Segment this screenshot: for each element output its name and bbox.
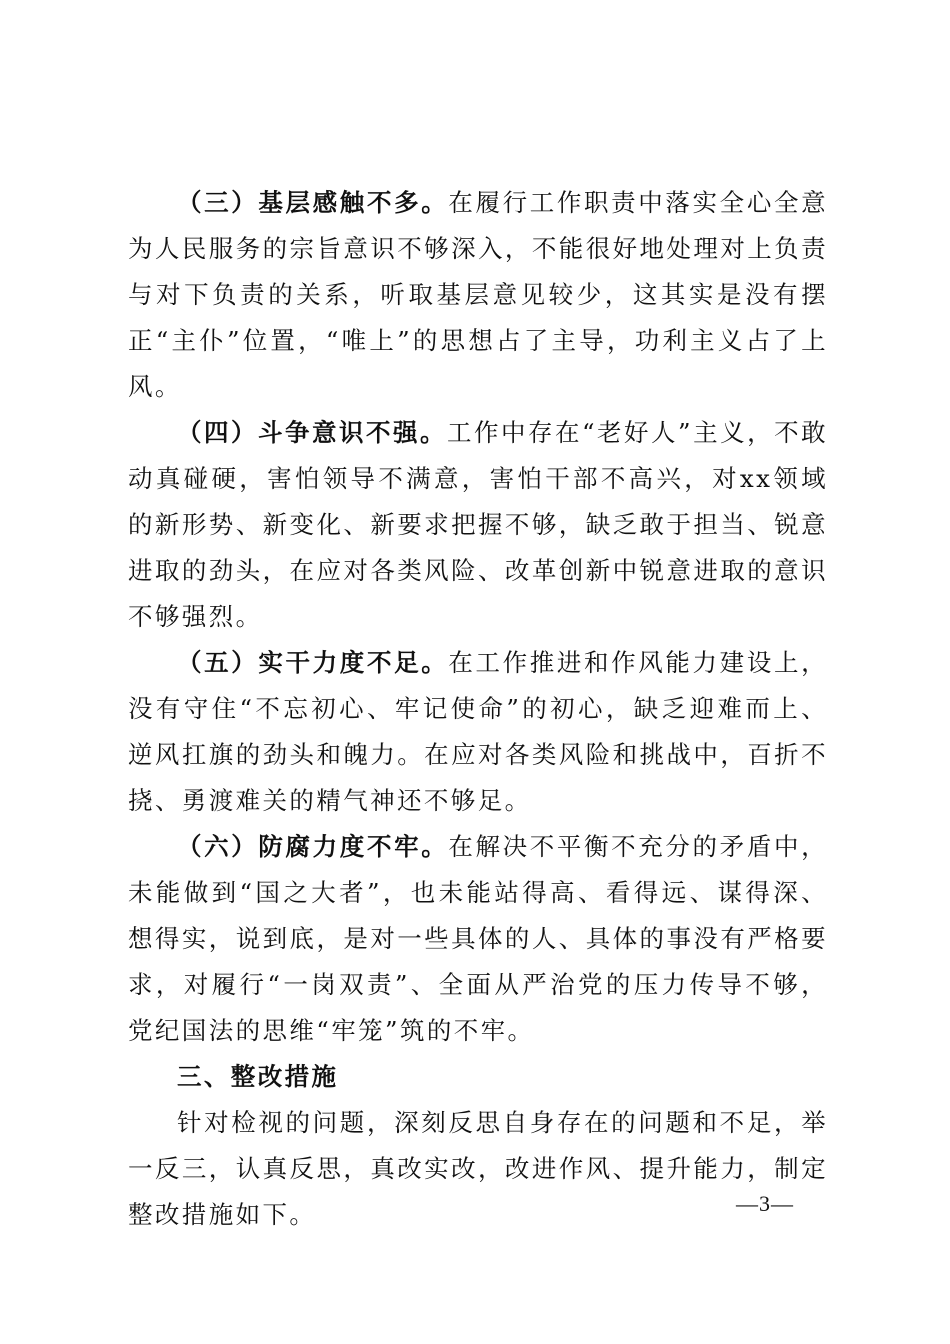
section-heading: 三、整改措施: [177, 1062, 339, 1091]
paragraph-3-lead: （三）基层感触不多。: [177, 188, 449, 217]
paragraph-6: [128, 824, 828, 1054]
closing-paragraph: 针对检视的问题，深刻反思自身存在的问题和不足，举一反三，认真反思，真改实改，改进作风、提升能力，制定整改措施如下。: [128, 1108, 828, 1229]
paragraph-6-lead: （六）防腐力度不牢。: [177, 832, 449, 861]
paragraph-6-body: 在解决不平衡不充分的矛盾中，未能做到“国之大者”，也未能站得高、看得远、谋得深、想得实，说到底，是对一些具体的人、具体的事没有严格要求，对履行“一岗双责”、全面从严治党的压力传导不够，党纪国法的思维“牢笼”筑的不牢。: [128, 832, 828, 1045]
paragraph-3-body: 在履行工作职责中落实全心全意为人民服务的宗旨意识不够深入，不能很好地处理对上负责与对下负责的关系，听取基层意见较少，这其实是没有摆正“主仆”位置，“唯上”的思想占了主导，功利主义占了上风。: [128, 188, 828, 401]
paragraph-5-lead: （五）实干力度不足。: [177, 648, 449, 677]
paragraph-4: [128, 410, 828, 640]
paragraph-5: [128, 640, 828, 824]
paragraph-4-body: 工作中存在“老好人”主义，不敢动真碰硬，害怕领导不满意，害怕干部不高兴，对xx领域的新形势、新变化、新要求把握不够，缺乏敢于担当、锐意进取的劲头，在应对各类风险、改革创新中锐意进取的意识不够强烈。: [128, 418, 828, 631]
paragraph-3: [128, 180, 828, 410]
page-number: —3—: [736, 1191, 794, 1216]
paragraph-5-body: 在工作推进和作风能力建设上，没有守住“不忘初心、牢记使命”的初心，缺乏迎难而上、逆风扛旗的劲头和魄力。在应对各类风险和挑战中，百折不挠、勇渡难关的精气神还不够足。: [128, 648, 828, 815]
document-body: [128, 180, 828, 1238]
paragraph-4-lead: （四）斗争意识不强。: [177, 418, 448, 447]
